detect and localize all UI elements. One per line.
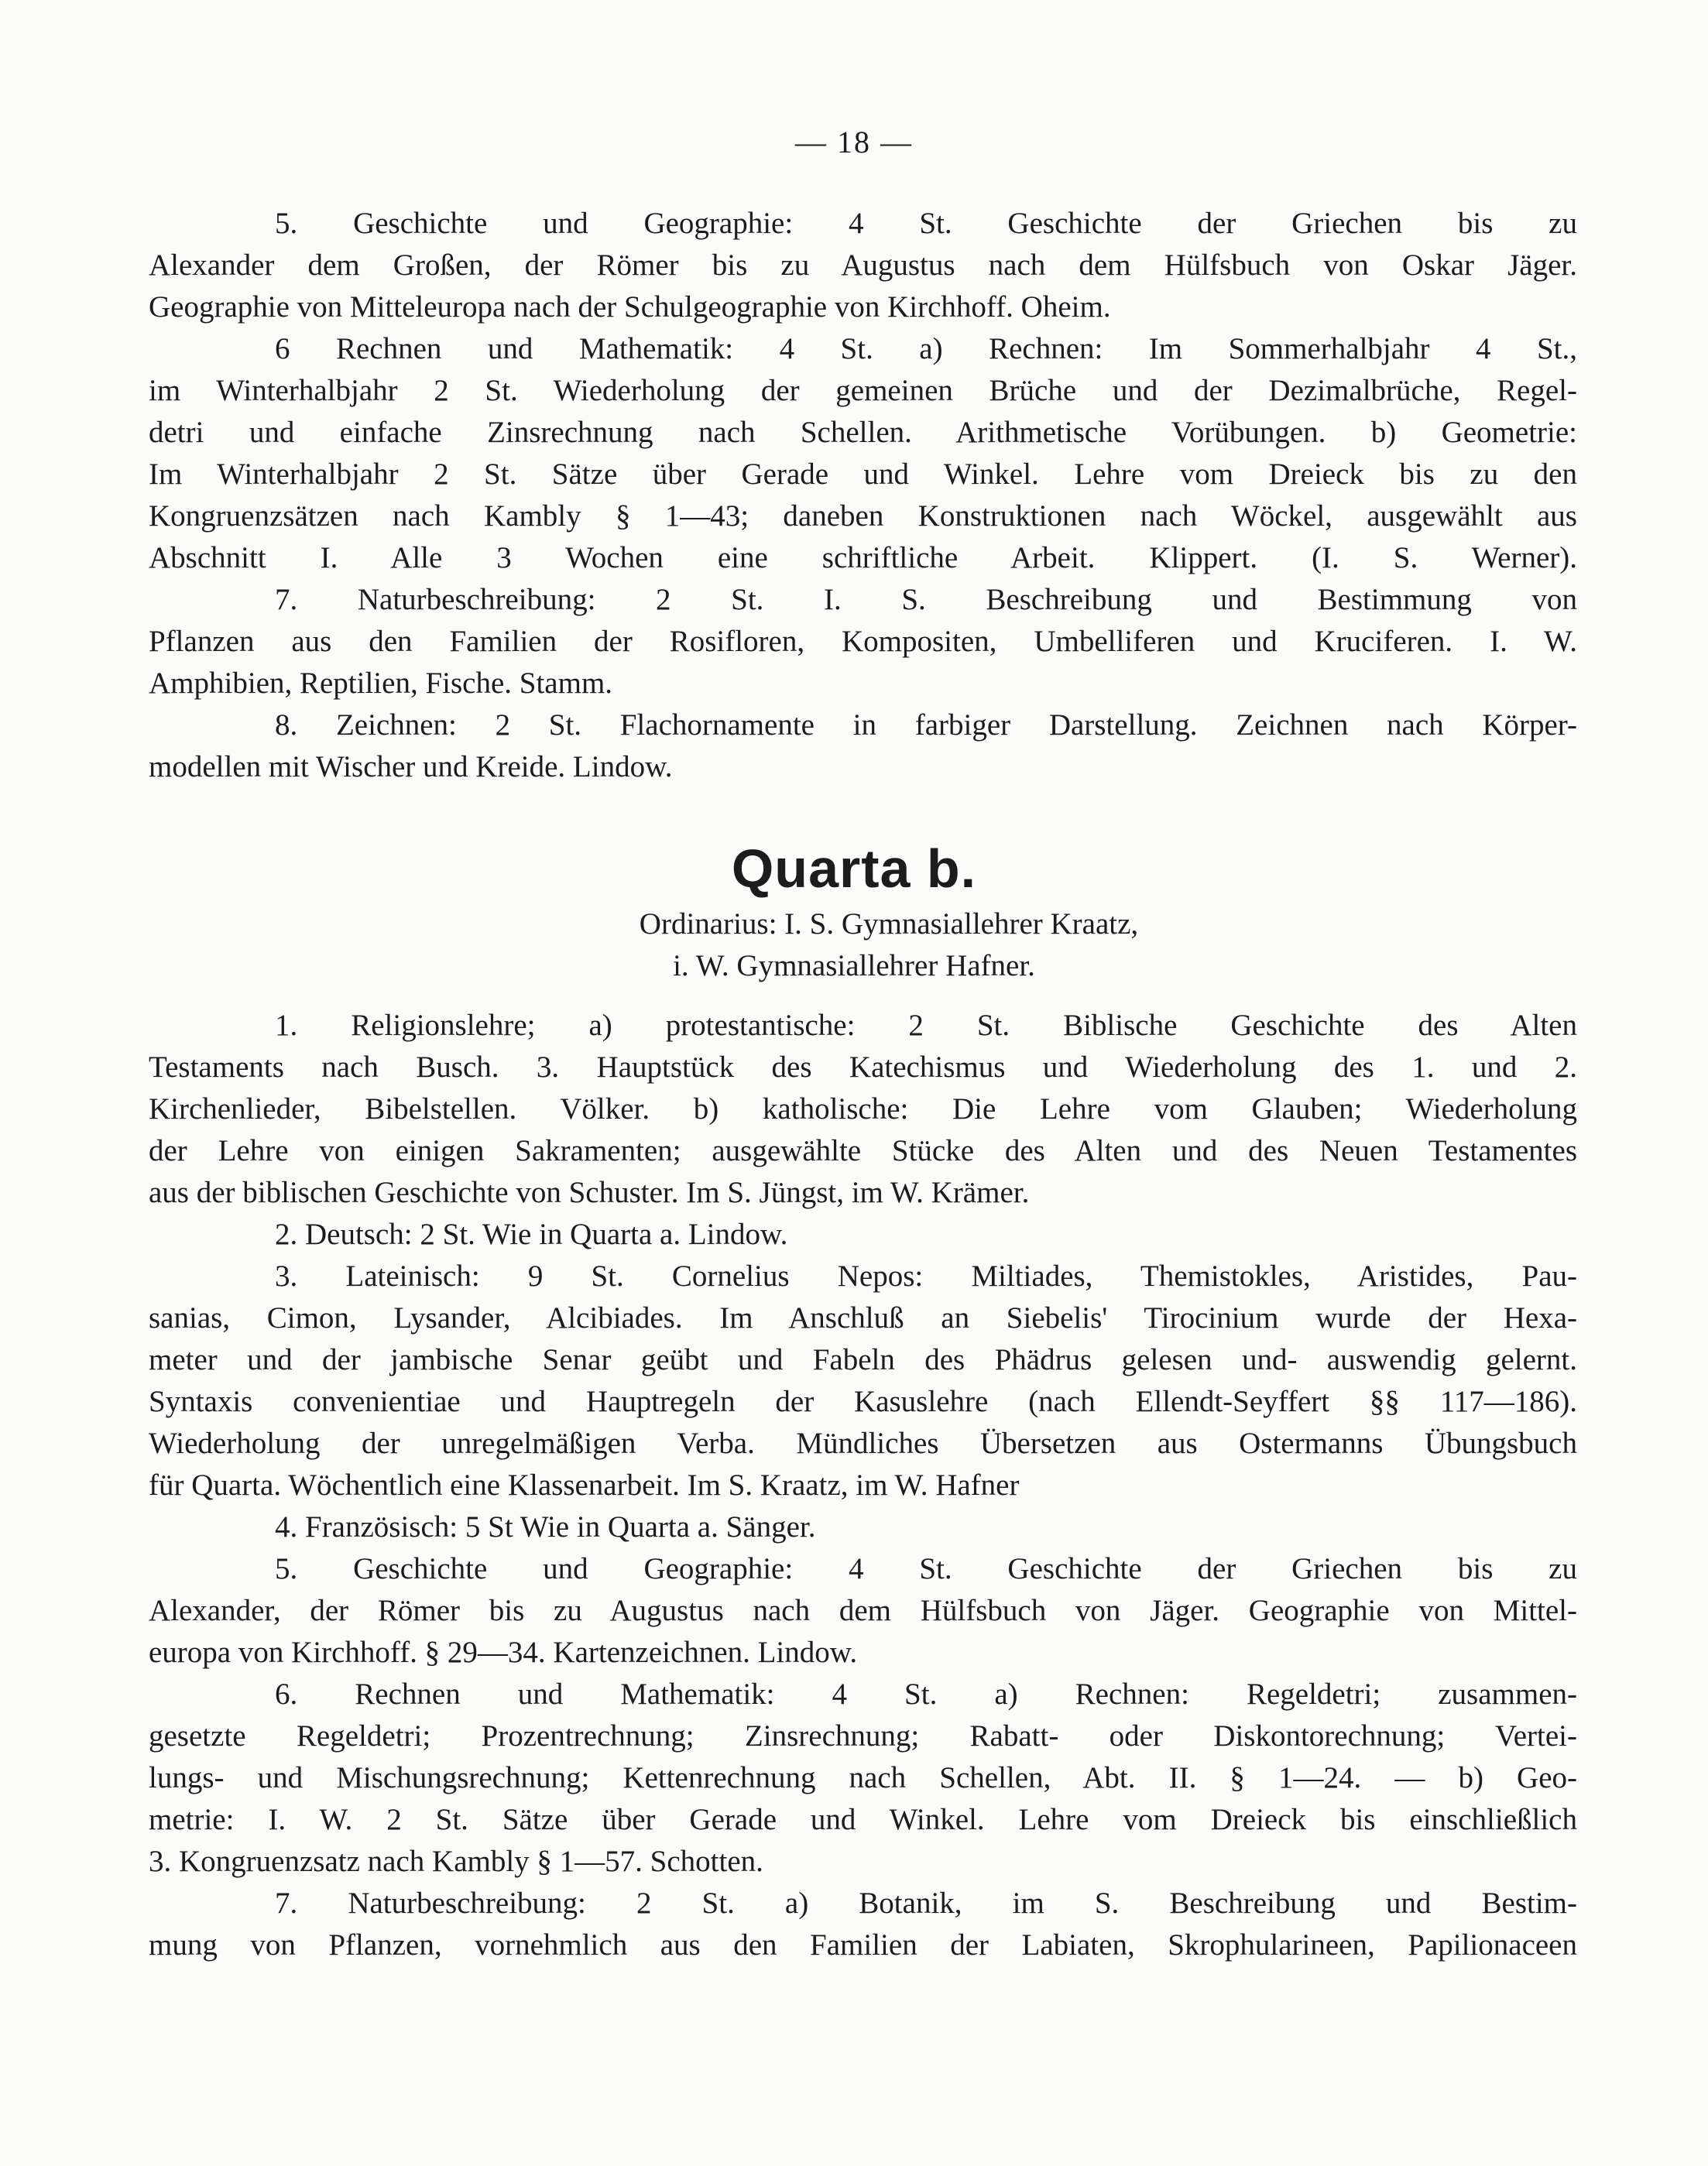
text-line: 5. Geschichte und Geographie: 4 St. Geschichte der Griechen bis zu <box>275 1552 1577 1585</box>
ordinarius-line: i. W. Gymnasiallehrer Hafner. <box>673 949 1035 982</box>
quarta-b-curriculum <box>149 1005 1577 1966</box>
text-line: mung von Pflanzen, vornehmlich aus den Familien der Labiaten, Skrophularineen, Papilionaceen <box>149 1928 1577 1962</box>
text-line: gesetzte Regeldetri; Prozentrechnung; Zinsrechnung; Rabatt- oder Diskontorechnung; Vertei- <box>149 1719 1577 1753</box>
ordinarius-line: Ordinarius: I. S. Gymnasiallehrer Kraatz, <box>639 907 1139 941</box>
text-line: 6 Rechnen und Mathematik: 4 St. a) Rechnen: Im Sommerhalbjahr 4 St., <box>275 332 1577 365</box>
text-line: Testaments nach Busch. 3. Hauptstück des Katechismus und Wiederholung des 1. und 2. <box>149 1050 1577 1084</box>
text-line: Pflanzen aus den Familien der Rosifloren, Kompositen, Umbelliferen und Kruciferen. I. W. <box>149 625 1577 658</box>
text-line: modellen mit Wischer und Kreide. Lindow. <box>149 750 673 783</box>
text-line: 2. Deutsch: 2 St. Wie in Quarta a. Lindow. <box>275 1218 788 1251</box>
text-line: detri und einfache Zinsrechnung nach Schellen. Arithmetische Vorübungen. b) Geometrie: <box>149 416 1577 449</box>
text-line: der Lehre von einigen Sakramenten; ausgewählte Stücke des Alten und des Neuen Testamentes <box>149 1134 1577 1167</box>
text-line: Alexander dem Großen, der Römer bis zu Augustus nach dem Hülfsbuch von Oskar Jäger. <box>149 248 1577 282</box>
text-line: Alexander, der Römer bis zu Augustus nach dem Hülfsbuch von Jäger. Geographie von Mittel- <box>149 1594 1577 1627</box>
text-line: Kirchenlieder, Bibelstellen. Völker. b) katholische: Die Lehre vom Glauben; Wiederholung <box>149 1092 1577 1126</box>
text-line: metrie: I. W. 2 St. Sätze über Gerade und Winkel. Lehre vom Dreieck bis einschließlich <box>149 1803 1577 1836</box>
text-line: sanias, Cimon, Lysander, Alcibiades. Im Anschluß an Siebelis' Tirocinium wurde der Hexa- <box>149 1301 1577 1335</box>
text-line: Kongruenzsätzen nach Kambly § 1—43; daneben Konstruktionen nach Wöckel, ausgewählt aus <box>149 499 1577 533</box>
text-line: 6. Rechnen und Mathematik: 4 St. a) Rechnen: Regeldetri; zusammen- <box>275 1678 1577 1711</box>
text-line: für Quarta. Wöchentlich eine Klassenarbeit. Im S. Kraatz, im W. Hafner <box>149 1469 1020 1502</box>
text-line: Abschnitt I. Alle 3 Wochen eine schriftliche Arbeit. Klippert. (I. S. Werner). <box>149 541 1577 574</box>
quarta-a-curriculum-continuation <box>149 203 1577 788</box>
text-line: Syntaxis convenientiae und Hauptregeln der Kasuslehre (nach Ellendt-Seyffert §§ 117—186). <box>149 1385 1577 1418</box>
text-line: 3. Lateinisch: 9 St. Cornelius Nepos: Miltiades, Themistokles, Aristides, Pau- <box>275 1260 1577 1293</box>
text-line: europa von Kirchhoff. § 29—34. Kartenzeichnen. Lindow. <box>149 1636 858 1669</box>
text-line: Geographie von Mitteleuropa nach der Schulgeographie von Kirchhoff. Oheim. <box>149 290 1111 324</box>
section-heading: Quarta b. <box>731 838 977 899</box>
text-line: Im Winterhalbjahr 2 St. Sätze über Gerade und Winkel. Lehre vom Dreieck bis zu den <box>149 458 1577 491</box>
text-line: 5. Geschichte und Geographie: 4 St. Geschichte der Griechen bis zu <box>275 207 1577 240</box>
text-line: 1. Religionslehre; a) protestantische: 2 St. Biblische Geschichte des Alten <box>275 1009 1577 1042</box>
text-line: 7. Naturbeschreibung: 2 St. I. S. Beschreibung und Bestimmung von <box>275 583 1577 616</box>
text-line: 3. Kongruenzsatz nach Kambly § 1—57. Schotten. <box>149 1845 763 1878</box>
text-line: 4. Französisch: 5 St Wie in Quarta a. Sänger. <box>275 1510 816 1544</box>
text-line: im Winterhalbjahr 2 St. Wiederholung der gemeinen Brüche und der Dezimalbrüche, Regel- <box>149 374 1577 407</box>
text-line: Amphibien, Reptilien, Fische. Stamm. <box>149 667 613 700</box>
text-line: 8. Zeichnen: 2 St. Flachornamente in farbiger Darstellung. Zeichnen nach Körper- <box>275 708 1577 742</box>
page-number: — 18 — <box>795 125 913 159</box>
text-line: aus der biblischen Geschichte von Schuster. Im S. Jüngst, im W. Krämer. <box>149 1176 1030 1209</box>
text-line: lungs- und Mischungsrechnung; Kettenrechnung nach Schellen, Abt. II. § 1—24. — b) Geo- <box>149 1761 1577 1794</box>
text-line: Wiederholung der unregelmäßigen Verba. Mündliches Übersetzen aus Ostermanns Übungsbuch <box>149 1427 1577 1460</box>
text-line: 7. Naturbeschreibung: 2 St. a) Botanik, im S. Beschreibung und Bestim- <box>275 1887 1577 1920</box>
text-line: meter und der jambische Senar geübt und Fabeln des Phädrus gelesen und- auswendig gelernt. <box>149 1343 1577 1376</box>
